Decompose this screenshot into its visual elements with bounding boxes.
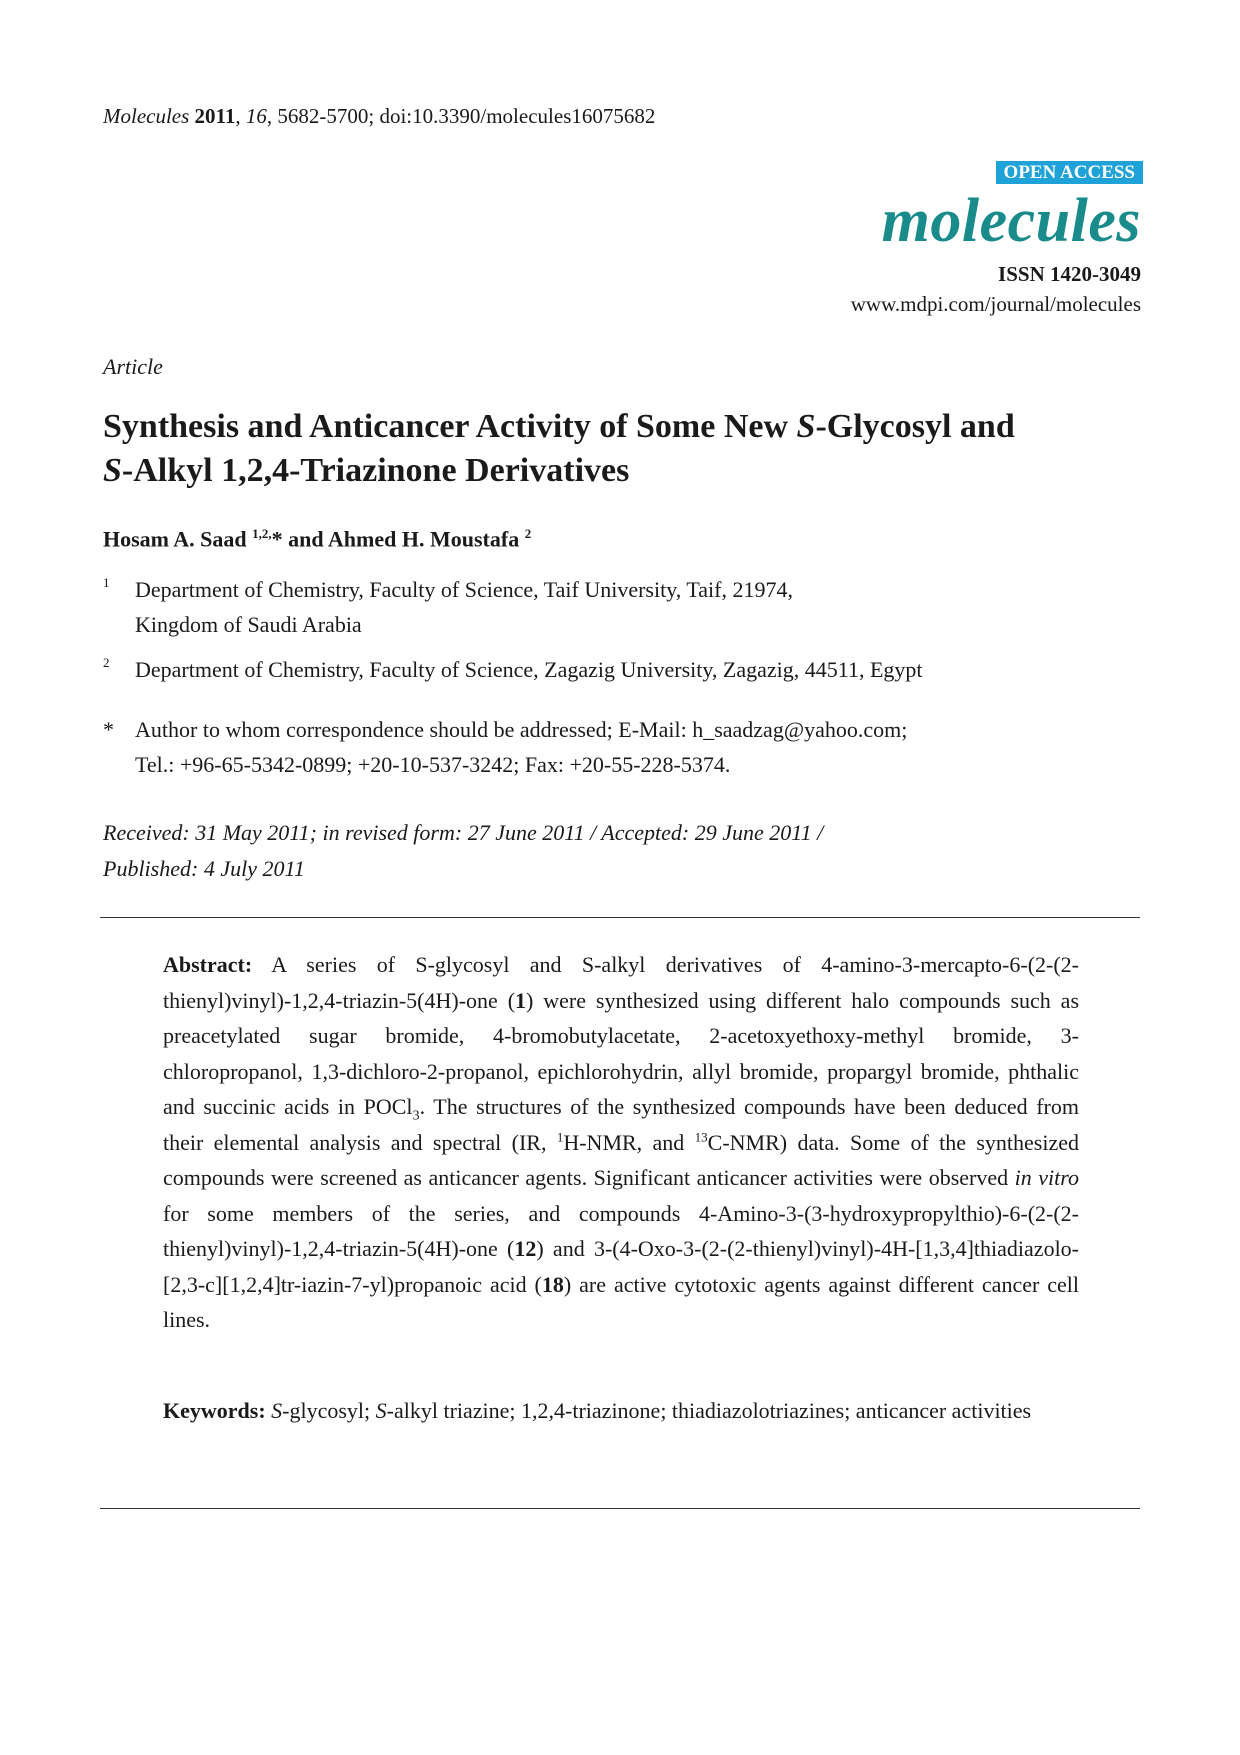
abstract-text: ) were synthesized using different halo compounds such as preacetylated sugar bromide, 4-bromobutylacetate, 2-acetoxyethoxy-methyl bromide, 3-chloropropanol, 1,3-dichloro-2-propanol, epichlorohydrin, allyl bromide, propargyl bromide, phthalic and succinic acids in POCl [163,987,1080,1119]
divider-bottom [100,1508,1140,1509]
dates-line: Received: 31 May 2011; in revised form: 27 June 2011 / Accepted: 29 June 2011 / [103,820,824,845]
abstract-text: . The structures of the synthesized compounds have been deduced from their elemental analysis and spectral (IR, [163,1094,1079,1155]
citation-journal: Molecules [103,104,190,128]
compound-ref: 12 [514,1236,537,1261]
title-s-2: S [103,452,122,489]
abstract-text: ) and 3-(4-Oxo-3-(2-(2-thienyl)vinyl)-4H-[1,3,4]thiadiazolo-[2,3-c][1,2,4]tr-iazin-7-yl)propanoic acid ( [163,1236,1080,1297]
publication-dates [103,815,823,887]
keywords-text: -alkyl triazine; 1,2,4-triazinone; thiadiazolotriazines; anticancer activities [386,1398,1032,1423]
keyword-s: S [375,1398,387,1423]
affiliation-line: Department of Chemistry, Faculty of Science, Taif University, Taif, 21974, [135,577,793,602]
journal-logo: molecules [881,187,1141,255]
correspondence [103,712,907,782]
affiliation-1 [103,572,793,642]
correspondence-star: * [103,717,114,742]
abstract-text: A series of S-glycosyl and S-alkyl derivatives of 4-amino-3-mercapto-6-(2-(2-thienyl)vinyl)-1,2,4-triazin-5(4H)-one ( [163,952,1079,1013]
author-list [103,526,531,552]
abstract-text: for some members of the series, and compounds 4-Amino-3-(3-hydroxypropylthio)-6-(2-(2-thienyl)vinyl)-1,2,4-triazin-5(4H)-one ( [163,1200,1079,1261]
citation-year: 2011 [194,104,236,128]
abstract [163,947,1079,1338]
author-1-star: * [271,526,283,552]
paper-title [103,405,1153,493]
abstract-text: H-NMR, and [563,1129,695,1155]
divider-top [100,917,1140,918]
abstract-text: C-NMR) data. Some of the synthesized compounds were screened as anticancer agents. Significant anticancer activities were observed [163,1129,1079,1190]
compound-ref: 1 [515,987,527,1013]
author-2-affiliation: 2 [524,526,532,541]
subscript: 3 [412,1108,420,1124]
keyword-s: S [271,1398,283,1423]
journal-url[interactable]: www.mdpi.com/journal/molecules [850,292,1141,316]
affiliation-2 [103,652,923,687]
title-part-1: Synthesis and Anticancer Activity of Some New [103,408,797,445]
author-1-affiliation: 1,2, [252,526,272,541]
title-part-3: -Alkyl 1,2,4-Triazinone Derivatives [121,452,630,489]
title-s-1: S [796,408,816,445]
keywords-label: Keywords: [163,1398,266,1423]
keywords [163,1393,1079,1428]
article-type: Article [103,354,163,379]
abstract-label: Abstract: [163,952,253,977]
issn: ISSN 1420-3049 [998,262,1141,286]
keywords-text: -glycosyl; [282,1398,376,1423]
superscript: 13 [694,1129,708,1145]
title-part-2: -Glycosyl and [815,408,1015,445]
author-and: and [282,526,328,552]
author-2: Ahmed H. Moustafa [327,526,520,552]
open-access-badge: OPEN ACCESS [996,161,1143,184]
abstract-text: ) are active cytotoxic agents against different cancer cell lines. [163,1271,1079,1332]
citation-volume: 16 [245,104,267,128]
superscript: 1 [556,1129,564,1145]
citation-rest: , 5682-5700; doi:10.3390/molecules16075682 [266,104,656,128]
citation-line: Molecules 2011, 16, 5682-5700; doi:10.3390/molecules16075682 [103,104,656,128]
affiliation-line: Department of Chemistry, Faculty of Science, Zagazig University, Zagazig, 44511, Egypt [135,657,923,682]
compound-ref: 18 [541,1271,564,1297]
correspondence-line: Tel.: +96-65-5342-0899; +20-10-537-3242; Fax: +20-55-228-5374. [135,752,731,777]
correspondence-line: Author to whom correspondence should be addressed; E-Mail: h_saadzag@yahoo.com; [135,717,908,742]
affiliation-number: 2 [103,655,110,670]
author-1: Hosam A. Saad [103,526,247,552]
dates-line: Published: 4 July 2011 [103,856,305,881]
in-vitro: in vitro [1014,1165,1079,1190]
affiliation-line: Kingdom of Saudi Arabia [135,612,362,637]
affiliation-number: 1 [103,575,110,590]
